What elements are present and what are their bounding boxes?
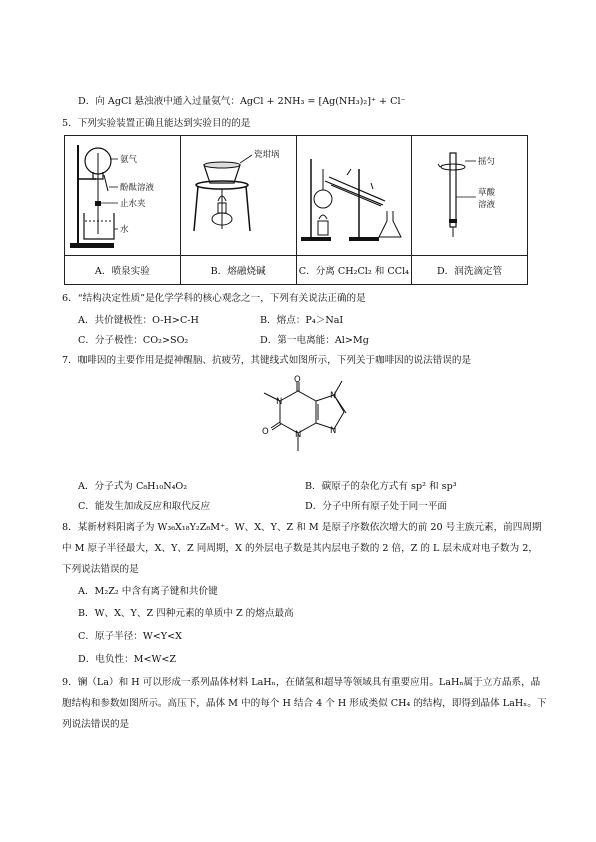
q8-stem-line2: 中 M 原子半径最大，X、Y、Z 同周期，X 的外层电子数是其内层电子数的 2 倍，Z 的 L 层未成对电子数为 2， (62, 543, 538, 554)
apparatus-a-cell (65, 136, 181, 256)
q9-stem-line2: 胞结构和参数如图所示。高压下，晶体 M 中的每个 H 结合 4 个 H 形成类似 CH₄ 的结构，即得到晶体 LaHₓ。下 (62, 698, 547, 709)
q6-option-c: C．分子极性：CO₂>SO₂ (78, 335, 189, 346)
q6-option-b: B．熔点：P₄＞NaI (260, 315, 344, 326)
q7-stem: 7．咖啡因的主要作用是提神醒脑、抗疲劳，其键线式如图所示，下列关于咖啡因的说法错误的是 (62, 355, 472, 366)
q5-stem: 5．下列实验装置正确且能达到实验目的的是 (62, 118, 251, 129)
label-oxalic-line2: 溶液 (477, 199, 495, 210)
crucible-heating-diagram (182, 139, 294, 253)
label-water: 水 (120, 224, 129, 235)
label-clamp: 止水夹 (120, 198, 146, 209)
atom-n-9: N (330, 426, 337, 436)
q9-stem-line3: 列说法错误的是 (62, 719, 130, 730)
caption-b: B．熔融烧碱 (180, 256, 296, 285)
label-phenolphthalein: 酚酞溶液 (120, 182, 155, 193)
q7-option-b: B．碳原子的杂化方式有 sp² 和 sp³ (305, 481, 457, 492)
atom-n-7: N (330, 391, 337, 401)
q8-stem-line1: 8．某新材料阳离子为 W₃₆X₁₈Y₂Z₆M⁺。W、X、Y、Z 和 M 是原子序数依次增大的前 20 号主族元素，前四周期 (62, 522, 542, 533)
q8-option-a: A．M₂Z₂ 中含有离子键和共价键 (78, 586, 218, 597)
q7-option-a: A．分子式为 C₈H₁₀N₄O₂ (78, 481, 188, 492)
q8-option-d: D．电负性：M<W<Z (78, 654, 177, 665)
q8-stem-line3: 下列说法错误的是 (62, 564, 139, 575)
q8-option-b: B．W、X、Y、Z 四种元素的单质中 Z 的熔点最高 (78, 608, 294, 619)
label-oxalic-line1: 草酸 (477, 187, 495, 198)
q9-stem-line1: 9．镧（La）和 H 可以形成一系列晶体材料 LaHₙ，在储氢和超导等领域具有重要应用。LaHₙ属于立方晶系，晶 (62, 677, 541, 688)
q7-option-d: D．分子中所有原子处于同一平面 (305, 501, 448, 512)
q7-option-c: C．能发生加成反应和取代反应 (78, 501, 211, 512)
distillation-diagram (297, 139, 411, 253)
label-crucible: 瓷坩埚 (254, 149, 280, 160)
fountain-experiment-diagram (66, 139, 178, 253)
caption-a: A．喷泉实验 (65, 256, 181, 285)
label-shake: 摇匀 (477, 156, 495, 167)
atom-n-3: N (295, 430, 302, 440)
atom-o-top: O (294, 375, 301, 385)
apparatus-c-cell (296, 136, 412, 256)
label-ammonia: 氨气 (120, 154, 138, 165)
atom-o-left: O (262, 427, 269, 437)
apparatus-d-cell (412, 136, 528, 256)
apparatus-b-cell (180, 136, 296, 256)
q6-stem: 6．“结构决定性质”是化学学科的核心观念之一，下列有关说法正确的是 (62, 293, 366, 304)
caption-c: C．分离 CH₂Cl₂ 和 CCl₄ (296, 256, 412, 285)
q6-option-d: D．第一电离能：Al>Mg (260, 335, 369, 346)
q8-option-c: C．原子半径：W<Y<X (78, 631, 183, 642)
caption-d: D．润洗滴定管 (412, 256, 528, 285)
q4-option-d: D．向 AgCl 悬浊液中通入过量氨气：AgCl + 2NH₃ = [Ag(NH₃)₂]⁺ + Cl⁻ (78, 96, 406, 107)
caffeine-structure (240, 375, 360, 470)
burette-rinse-diagram (420, 139, 520, 253)
atom-n-1: N (276, 397, 283, 407)
q5-apparatus-table (64, 135, 528, 285)
q6-option-a: A．共价键极性：O-H>C-H (78, 315, 199, 326)
